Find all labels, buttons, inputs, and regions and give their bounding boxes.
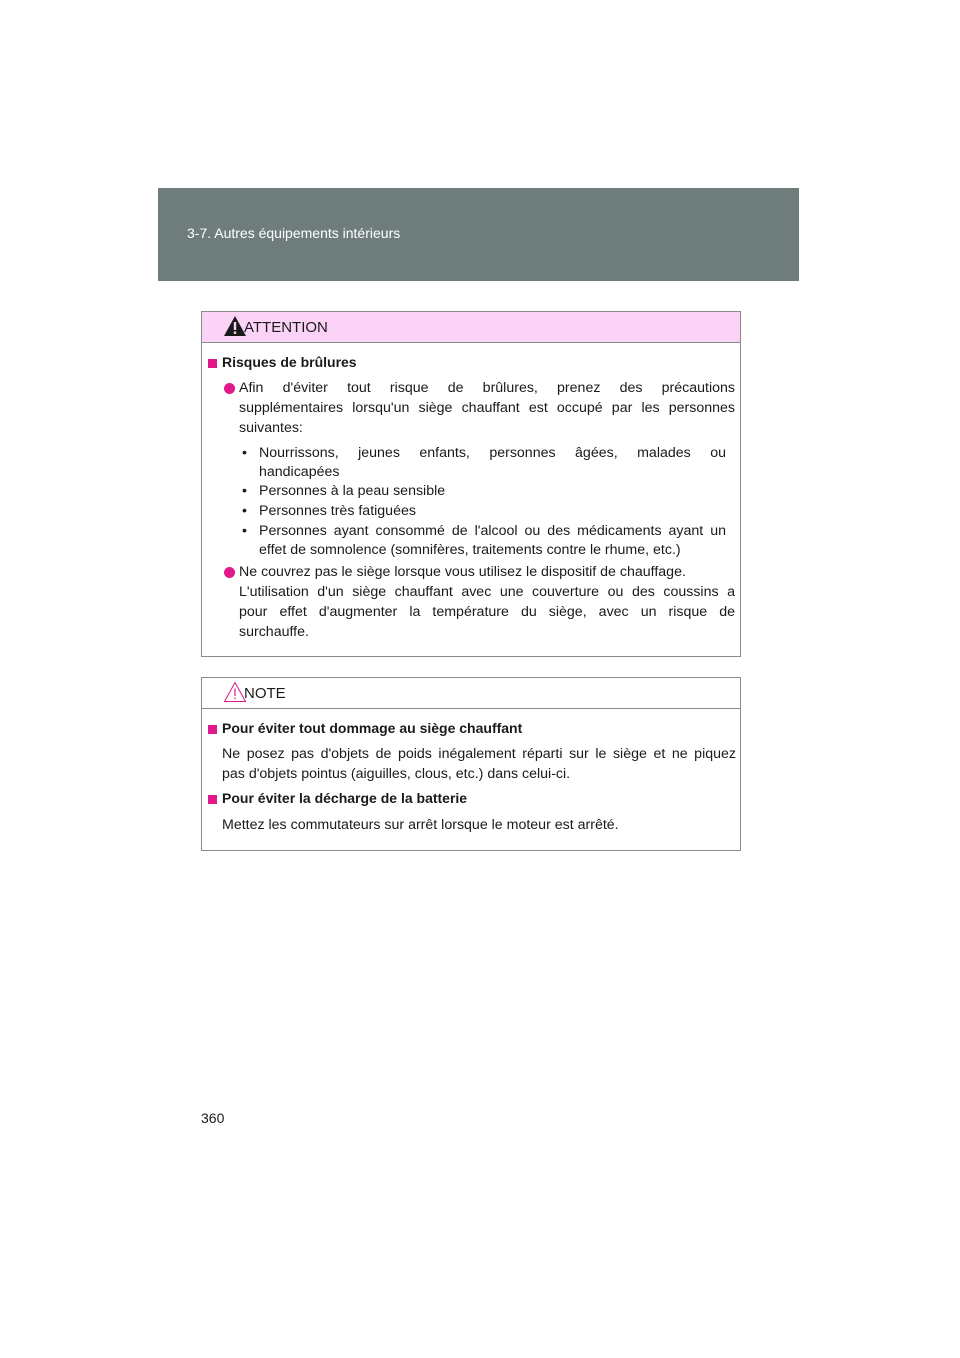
note-s1-line1: Ne posez pas d'objets de poids inégalement réparti sur le siège et ne piquez	[222, 746, 736, 762]
bullet-dot-icon	[224, 567, 235, 578]
section-title: 3-7. Autres équipements intérieurs	[187, 225, 401, 241]
section-header-band	[158, 188, 799, 281]
point2-line4: surchauffe.	[239, 624, 309, 640]
note-section2-title: Pour éviter la décharge de la batterie	[222, 790, 468, 806]
page-number: 360	[201, 1110, 225, 1126]
bullet-dot-icon	[224, 383, 235, 394]
attention-section-title: Risques de brûlures	[222, 354, 357, 370]
point2-line2: L'utilisation d'un siège chauffant avec une couverture ou des coussins a	[239, 584, 735, 600]
note-s1-line2: pas d'objets pointus (aiguilles, clous, etc.) dans celui-ci.	[222, 766, 571, 782]
point1-line2: supplémentaires lorsqu'un siège chauffant est occupé par les personnes	[239, 400, 735, 416]
section-square-icon	[208, 725, 217, 734]
section-square-icon	[208, 359, 217, 368]
note-label: NOTE	[244, 685, 286, 702]
attention-header	[202, 312, 740, 343]
point1-line1: Afin d'éviter tout risque de brûlures, prenez des précautions	[239, 380, 735, 396]
attention-label: ATTENTION	[244, 319, 328, 336]
note-header	[202, 678, 740, 709]
point2-line1: Ne couvrez pas le siège lorsque vous utilisez le dispositif de chauffage.	[239, 564, 686, 580]
attention-box: ATTENTION Risques de brûlures Afin d'éviter tout risque de brûlures, prenez des précautions supplémentaires lorsqu'un siège chauffant est occupé par les personnes suivantes: • Nourrissons, jeunes enfants, personnes âgées, malades ou handicapées • Personnes à la peau sensible • Personnes très fatiguées • Personnes ayant consommé de l'alcool ou des médicaments ayant un effet de somnolence (somnifères, traitements contre le rhume, etc.) Ne couvrez pas le siège lorsque vous utilisez le dispositif de chauffage. L'utilisation d'un siège chauffant avec une couverture ou des coussins a pour effet d'augmenter la température du siège, avec un risque de surchauffe.	[201, 311, 741, 657]
point2-line3: pour effet d'augmenter la température du siège, avec un risque de	[239, 604, 735, 620]
section-square-icon	[208, 795, 217, 804]
note-s2-line1: Mettez les commutateurs sur arrêt lorsque le moteur est arrêté.	[222, 817, 619, 833]
point1-line3: suivantes:	[239, 420, 303, 436]
note-box	[201, 677, 741, 851]
note-section1-title: Pour éviter tout dommage au siège chauffant	[222, 720, 523, 736]
